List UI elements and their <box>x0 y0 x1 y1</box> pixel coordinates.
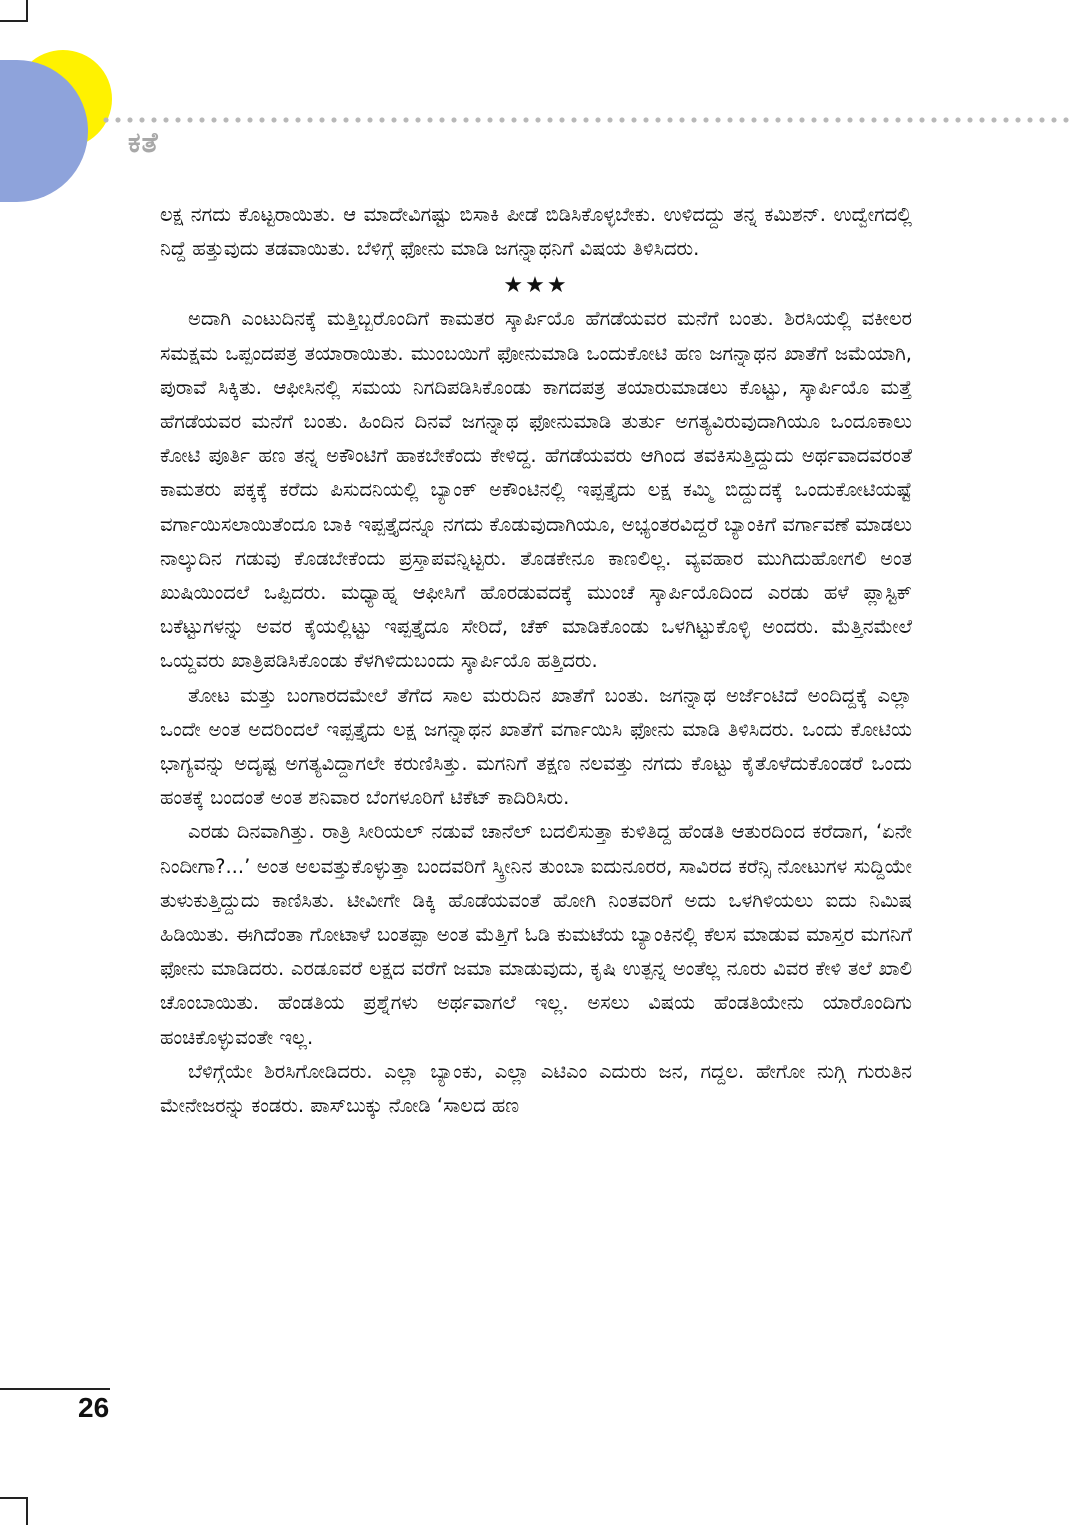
paragraph-4: ಬೆಳಿಗ್ಗೆಯೇ ಶಿರಸಿಗೋಡಿದರು. ಎಲ್ಲಾ ಬ್ಯಾಂಕು, ಎಲ್ಲಾ ಎಟಿಎಂ ಎದುರು ಜನ, ಗದ್ದಲ. ಹೇಗೋ ನುಗ್ಗಿ ಗುರುತಿನ ಮೇನೇಜರನ್ನು ಕಂಡರು. ಪಾಸ್‌ಬುಕ್ಕು ನೋಡಿ ‘ಸಾಲದ ಹಣ <box>160 1059 912 1118</box>
header-dotted-rule <box>100 116 1072 124</box>
story-body <box>160 198 912 1123</box>
crop-mark-bottom-left-horizontal <box>0 1497 28 1499</box>
paragraph-3: ಎರಡು ದಿನವಾಗಿತ್ತು. ರಾತ್ರಿ ಸೀರಿಯಲ್ ನಡುವೆ ಚಾನೆಲ್ ಬದಲಿಸುತ್ತಾ ಕುಳಿತಿದ್ದ ಹೆಂಡತಿ ಆತುರದಿಂದ ಕರೆದಾಗ, ‘ಏನೇ ನಿಂದೀಗಾ?...’ ಅಂತ ಅಲವತ್ತುಕೊಳ್ಳುತ್ತಾ ಬಂದವರಿಗೆ ಸ್ಕ್ರೀನಿನ ತುಂಬಾ ಐದುನೂರರ, ಸಾವಿರದ ಕರೆನ್ಸಿ ನೋಟುಗಳ ಸುದ್ದಿಯೇ ತುಳುಕುತ್ತಿದ್ದುದು ಕಾಣಿಸಿತು. ಟೀವೀಗೇ ಡಿಕ್ಕಿ ಹೊಡೆಯವಂತೆ ಹೋಗಿ ನಿಂತವರಿಗೆ ಅದು ಒಳಗಿಳಿಯಲು ಐದು ನಿಮಿಷ ಹಿಡಿಯಿತು. ಈಗಿದೆಂತಾ ಗೋಟಾಳೆ ಬಂತಪ್ಪಾ ಅಂತ ಮೆತ್ತಿಗೆ ಓಡಿ ಕುಮಟೆಯ ಬ್ಯಾಂಕಿನಲ್ಲಿ ಕೆಲಸ ಮಾಡುವ ಮಾಸ್ತರ ಮಗನಿಗೆ ಫೋನು ಮಾಡಿದರು. ಎರಡೂವರೆ ಲಕ್ಷದ ವರೆಗೆ ಜಮಾ ಮಾಡುವುದು, ಕೃಷಿ ಉತ್ಪನ್ನ ಅಂತೆಲ್ಲ ನೂರು ವಿವರ ಕೇಳಿ ತಲೆ ಖಾಲಿ ಚೊಂಬಾಯಿತು. ಹೆಂಡತಿಯ ಪ್ರಶ್ನೆಗಳು ಅರ್ಥವಾಗಲೆ ಇಲ್ಲ. ಅಸಲು ವಿಷಯ ಹೆಂಡತಿಯೇನು ಯಾರೊಂದಿಗು ಹಂಚಿಕೊಳ್ಳುವಂತೇ ಇಲ್ಲ. <box>160 820 912 1049</box>
section-label: ಕತೆ <box>128 126 159 159</box>
crop-mark-top-left-horizontal <box>0 20 28 22</box>
section-separator-stars: ★★★ <box>503 273 569 299</box>
footer-rule <box>0 1388 110 1390</box>
paragraph-1: ಅದಾಗಿ ಎಂಟುದಿನಕ್ಕೆ ಮತ್ತಿಬ್ಬರೊಂದಿಗೆ ಕಾಮತರ ಸ್ಕಾರ್ಪಿಯೊ ಹೆಗಡೆಯವರ ಮನೆಗೆ ಬಂತು. ಶಿರಸಿಯಲ್ಲಿ ವಕೀಲರ ಸಮಕ್ಷಮ ಒಪ್ಪಂದಪತ್ರ ತಯಾರಾಯಿತು. ಮುಂಬಯಿಗೆ ಫೋನುಮಾಡಿ ಒಂದುಕೋಟಿ ಹಣ ಜಗನ್ನಾಥನ ಖಾತೆಗೆ ಜಮೆಯಾಗಿ, ಪುರಾವೆ ಸಿಕ್ಕಿತು. ಆಫೀಸಿನಲ್ಲಿ ಸಮಯ ನಿಗದಿಪಡಿಸಿಕೊಂಡು ಕಾಗದಪತ್ರ ತಯಾರುಮಾಡಲು ಕೊಟ್ಟು, ಸ್ಕಾರ್ಪಿಯೊ ಮತ್ತೆ ಹೆಗಡೆಯವರ ಮನೆಗೆ ಬಂತು. ಹಿಂದಿನ ದಿನವೆ ಜಗನ್ನಾಥ ಫೋನುಮಾಡಿ ತುರ್ತು ಅಗತ್ಯವಿರುವುದಾಗಿಯೂ ಒಂದೂಕಾಲು ಕೋಟಿ ಪೂರ್ತಿ ಹಣ ತನ್ನ ಅಕೌಂಟಿಗೆ ಹಾಕಬೇಕೆಂದು ಕೇಳಿದ್ದ. ಹೆಗಡೆಯವರು ಆಗಿಂದ ತವಕಿಸುತ್ತಿದ್ದುದು ಅರ್ಥವಾದವರಂತೆ ಕಾಮತರು ಪಕ್ಕಕ್ಕೆ ಕರೆದು ಪಿಸುದನಿಯಲ್ಲಿ ಬ್ಯಾಂಕ್ ಅಕೌಂಟಿನಲ್ಲಿ ಇಪ್ಪತ್ತೈದು ಲಕ್ಷ ಕಮ್ಮಿ ಬಿದ್ದುದಕ್ಕೆ ಒಂದುಕೋಟಿಯಷ್ಟೆ ವರ್ಗಾಯಿಸಲಾಯಿತೆಂದೂ ಬಾಕಿ ಇಪ್ಪತ್ತೈದನ್ನೂ ನಗದು ಕೊಡುವುದಾಗಿಯೂ, ಅಭ್ಯಂತರವಿದ್ದರೆ ಬ್ಯಾಂಕಿಗೆ ವರ್ಗಾವಣೆ ಮಾಡಲು ನಾಲ್ಕುದಿನ ಗಡುವು ಕೊಡಬೇಕೆಂದು ಪ್ರಸ್ತಾಪವನ್ನಿಟ್ಟರು. ತೊಡಕೇನೂ ಕಾಣಲಿಲ್ಲ. ವ್ಯವಹಾರ ಮುಗಿದುಹೋಗಲಿ ಅಂತ ಖುಷಿಯಿಂದಲೆ ಒಪ್ಪಿದರು. ಮಧ್ಯಾಹ್ನ ಆಫೀಸಿಗೆ ಹೊರಡುವದಕ್ಕೆ ಮುಂಚೆ ಸ್ಕಾರ್ಪಿಯೊದಿಂದ ಎರಡು ಹಳೆ ಪ್ಲಾಸ್ಟಿಕ್ ಬಕೆಟ್ಟುಗಳನ್ನು ಅವರ ಕೈಯಲ್ಲಿಟ್ಟು ಇಪ್ಪತ್ತೈದೂ ಸೇರಿದೆ, ಚೆಕ್ ಮಾಡಿಕೊಂಡು ಒಳಗಿಟ್ಟುಕೊಳ್ಳಿ ಅಂದರು. ಮೆತ್ತಿನಮೇಲೆ ಒಯ್ದವರು ಖಾತ್ರಿಪಡಿಸಿಕೊಂಡು ಕೆಳಗಿಳಿದುಬಂದು ಸ್ಕಾರ್ಪಿಯೊ ಹತ್ತಿದರು. <box>160 307 912 673</box>
crop-mark-top-left-vertical <box>26 0 28 22</box>
paragraph-2: ತೋಟ ಮತ್ತು ಬಂಗಾರದಮೇಲೆ ತೆಗೆದ ಸಾಲ ಮರುದಿನ ಖಾತೆಗೆ ಬಂತು. ಜಗನ್ನಾಥ ಅರ್ಜೆಂಟಿದೆ ಅಂದಿದ್ದಕ್ಕೆ ಎಲ್ಲಾ ಒಂದೇ ಅಂತ ಅದರಿಂದಲೆ ಇಪ್ಪತ್ತೈದು ಲಕ್ಷ ಜಗನ್ನಾಥನ ಖಾತೆಗೆ ವರ್ಗಾಯಿಸಿ ಫೋನು ಮಾಡಿ ತಿಳಿಸಿದರು. ಒಂದು ಕೋಟಿಯ ಭಾಗ್ಯವನ್ನು ಅದೃಷ್ಟ ಅಗತ್ಯವಿದ್ದಾಗಲೇ ಕರುಣಿಸಿತ್ತು. ಮಗನಿಗೆ ತಕ್ಷಣ ನಲವತ್ತು ನಗದು ಕೊಟ್ಟು ಕೈತೊಳೆದುಕೊಂಡರೆ ಒಂದು ಹಂತಕ್ಕೆ ಬಂದಂತೆ ಅಂತ ಶನಿವಾರ ಬೆಂಗಳೂರಿಗೆ ಟಿಕೆಟ್ ಕಾದಿರಿಸಿರು. <box>160 683 912 810</box>
page-number: 26 <box>78 1392 110 1423</box>
paragraph-intro: ಲಕ್ಷ ನಗದು ಕೊಟ್ಟರಾಯಿತು. ಆ ಮಾದೇವಿಗಷ್ಟು ಬಿಸಾಕಿ ಪೀಡೆ ಬಿಡಿಸಿಕೊಳ್ಳಬೇಕು. ಉಳಿದದ್ದು ತನ್ನ ಕಮಿಶನ್. ಉದ್ವೇಗದಲ್ಲಿ ನಿದ್ದೆ ಹತ್ತುವುದು ತಡವಾಯಿತು. ಬೆಳಿಗ್ಗೆ ಫೋನು ಮಾಡಿ ಜಗನ್ನಾಥನಿಗೆ ವಿಷಯ ತಿಳಿಸಿದರು. <box>160 203 912 261</box>
crop-mark-bottom-left-vertical <box>26 1497 28 1525</box>
